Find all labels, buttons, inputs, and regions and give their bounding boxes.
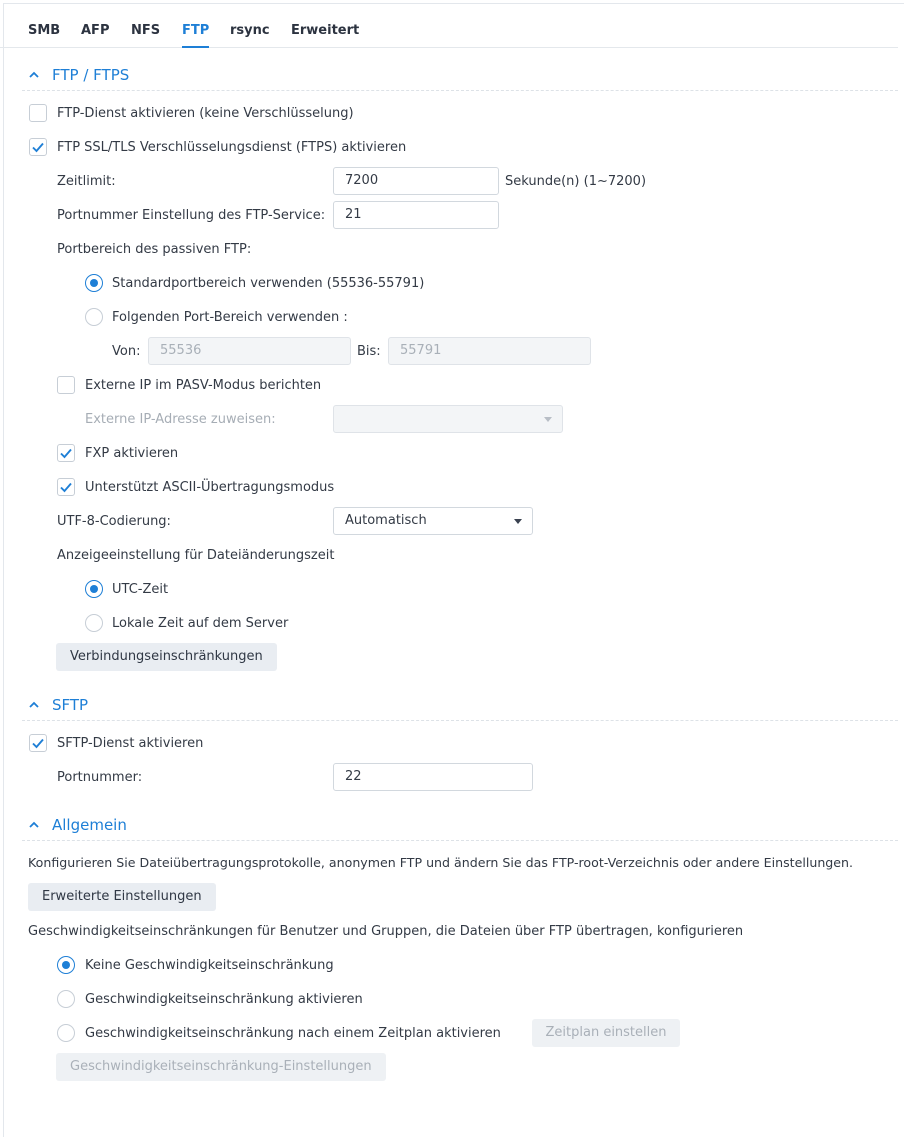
utc-radio[interactable] bbox=[85, 580, 103, 598]
sftp-port-input[interactable]: 22 bbox=[333, 763, 533, 791]
chevron-down-icon bbox=[514, 519, 522, 524]
speed-schedule-radio[interactable] bbox=[57, 1024, 75, 1042]
section-header-sftp[interactable] bbox=[22, 691, 898, 721]
timeout-label: Zeitlimit: bbox=[57, 174, 116, 189]
external-ip-assign-label: Externe IP-Adresse zuweisen: bbox=[85, 412, 276, 427]
advanced-settings-button[interactable]: Erweiterte Einstellungen bbox=[28, 883, 216, 911]
chevron-up-icon bbox=[28, 699, 40, 711]
tab-rsync[interactable]: rsync bbox=[230, 23, 270, 38]
passive-custom-radio[interactable] bbox=[85, 308, 103, 326]
ftps-checkbox[interactable] bbox=[29, 138, 47, 156]
connection-limits-button[interactable]: Verbindungseinschränkungen bbox=[56, 643, 277, 671]
section-header-ftp[interactable] bbox=[22, 61, 898, 91]
active-tab-indicator bbox=[182, 46, 209, 48]
sftp-checkbox[interactable] bbox=[29, 734, 47, 752]
utc-label: UTC-Zeit bbox=[112, 582, 169, 597]
passive-default-radio[interactable] bbox=[85, 274, 103, 292]
ascii-label: Unterstützt ASCII-Übertragungsmodus bbox=[85, 480, 335, 495]
chevron-down-icon bbox=[544, 417, 552, 422]
checkmark-icon bbox=[59, 480, 73, 494]
ftp-port-label: Portnummer Einstellung des FTP-Service: bbox=[57, 208, 326, 223]
local-time-radio[interactable] bbox=[85, 614, 103, 632]
checkmark-icon bbox=[59, 446, 73, 460]
speed-none-radio[interactable] bbox=[57, 956, 75, 974]
utf8-select-value: Automatisch bbox=[345, 513, 427, 528]
speed-description: Geschwindigkeitseinschränkungen für Benutzer und Gruppen, die Dateien über FTP übertragen, konfigurieren bbox=[28, 924, 744, 939]
ascii-checkbox[interactable] bbox=[57, 478, 75, 496]
passive-default-label: Standardportbereich verwenden (55536-55791) bbox=[112, 276, 425, 291]
fxp-label: FXP aktivieren bbox=[85, 446, 179, 461]
local-time-label: Lokale Zeit auf dem Server bbox=[112, 616, 289, 631]
tab-smb[interactable]: SMB bbox=[28, 23, 61, 38]
section-header-general[interactable] bbox=[22, 811, 898, 841]
timeout-unit: Sekunde(n) (1~7200) bbox=[505, 174, 647, 189]
passive-custom-label: Folgenden Port-Bereich verwenden : bbox=[112, 310, 348, 325]
chevron-up-icon bbox=[28, 69, 40, 81]
section-title-sftp: SFTP bbox=[52, 696, 89, 714]
fxp-checkbox[interactable] bbox=[57, 444, 75, 462]
external-ip-select[interactable] bbox=[333, 405, 563, 433]
tab-afp[interactable]: AFP bbox=[81, 23, 110, 38]
external-ip-checkbox[interactable] bbox=[57, 376, 75, 394]
passive-range-label: Portbereich des passiven FTP: bbox=[57, 242, 252, 257]
ftp-port-input[interactable]: 21 bbox=[333, 201, 499, 229]
checkmark-icon bbox=[31, 140, 45, 154]
schedule-button[interactable]: Zeitplan einstellen bbox=[532, 1019, 680, 1047]
timeout-input[interactable]: 7200 bbox=[333, 167, 499, 195]
to-port-input[interactable]: 55791 bbox=[388, 337, 591, 365]
to-label: Bis: bbox=[357, 344, 381, 359]
ftp-plain-label: FTP-Dienst aktivieren (keine Verschlüsselung) bbox=[57, 106, 354, 121]
utf8-label: UTF-8-Codierung: bbox=[57, 514, 171, 529]
speed-none-label: Keine Geschwindigkeitseinschränkung bbox=[85, 958, 334, 973]
general-description: Konfigurieren Sie Dateiübertragungsprotokolle, anonymen FTP und ändern Sie das FTP-root-Verzeichnis oder andere Einstellungen. bbox=[28, 855, 854, 870]
tab-nfs[interactable]: NFS bbox=[131, 23, 161, 38]
ftp-plain-checkbox[interactable] bbox=[29, 104, 47, 122]
sftp-port-label: Portnummer: bbox=[57, 770, 143, 785]
chevron-up-icon bbox=[28, 819, 40, 831]
sftp-label: SFTP-Dienst aktivieren bbox=[57, 736, 204, 751]
section-title-general: Allgemein bbox=[52, 816, 127, 834]
from-port-input[interactable]: 55536 bbox=[148, 337, 351, 365]
external-ip-label: Externe IP im PASV-Modus berichten bbox=[85, 378, 322, 393]
tab-advanced[interactable]: Erweitert bbox=[291, 23, 360, 38]
speed-enable-radio[interactable] bbox=[57, 990, 75, 1008]
tab-ftp[interactable]: FTP bbox=[182, 23, 210, 38]
checkmark-icon bbox=[31, 736, 45, 750]
section-title-ftp: FTP / FTPS bbox=[52, 66, 130, 84]
speed-enable-label: Geschwindigkeitseinschränkung aktivieren bbox=[85, 992, 363, 1007]
time-display-label: Anzeigeeinstellung für Dateiänderungszeit bbox=[57, 548, 335, 563]
ftps-label: FTP SSL/TLS Verschlüsselungsdienst (FTPS) aktivieren bbox=[57, 140, 407, 155]
utf8-select[interactable] bbox=[333, 507, 533, 535]
speed-settings-button[interactable]: Geschwindigkeitseinschränkung-Einstellungen bbox=[56, 1053, 386, 1081]
tab-bar bbox=[0, 0, 898, 48]
from-label: Von: bbox=[112, 344, 141, 359]
speed-schedule-label: Geschwindigkeitseinschränkung nach einem Zeitplan aktivieren bbox=[85, 1026, 501, 1041]
